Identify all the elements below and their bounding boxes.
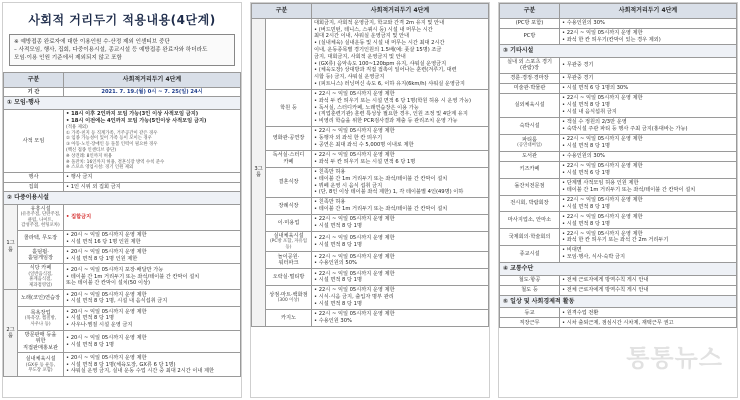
table-row [500,151,737,161]
facility-name [266,18,312,89]
rule-line: • 22시 ~ 익일 05시까지 운영 제한 [314,311,395,318]
rule-content [312,215,489,232]
rule-content [560,84,737,94]
section-multiuse-facilities: ② 다중이용시설 [4,192,241,205]
rule-line: • 22시 ~ 익일 05시까지 운영 제한 [314,128,395,135]
table-row [4,290,241,307]
table-row [500,18,737,28]
rule-content [560,229,737,246]
rule-line: 시합 등) 금지, 샤워실 운영금지 [314,74,385,81]
facility-sublabel: (PC방 포함, 자유업 등) [269,239,308,250]
rules-table-right [499,3,737,328]
facility-name [266,127,312,151]
rule-line: • 시차 출퇴근제, 점심시간 시차제, 재택근무 권고 [562,319,674,326]
rule-line: • 시설 면적 8 당 1명 인원 제한 [66,255,138,262]
rule-content [560,212,737,229]
facility-name [500,18,560,28]
rule-line: • 집합금지 [66,213,92,220]
rule-content [560,246,737,263]
rule-content [64,264,241,290]
rule-content [560,285,737,295]
facility-label: 파티룸 [521,136,538,143]
facility-sublabel: (공연대여업) [517,143,542,149]
facility-label: 학원 등 [280,104,297,111]
rule-line: • 22시 ~ 익일 05시까지 운영 제한 [562,230,643,237]
rule-line: • 20시 ~ 익일 05시까지 운영 제한 [66,354,147,361]
section-row [500,263,737,276]
facility-name [266,215,312,232]
rule-line: • 20시 ~ 익일 05시까지 운영 제한 [66,335,147,342]
facility-name [266,252,312,269]
table-row [4,264,241,290]
rule-content [560,161,737,178]
rule-line: • 테이블 간 1m 거리두기 또는 좌석/테이블 간 칸막이 설치 [66,273,200,280]
rally-rule: • 1인 시위 외 집회 금지 [64,182,241,192]
table-row [500,73,737,83]
rule-line: • 시설 면적 8 당 1명 [314,223,362,230]
facility-name [500,275,560,285]
rule-content [64,307,241,331]
facility-name [266,150,312,167]
facility-label: 영화관·공연장 [272,135,305,142]
facility-name [500,318,560,328]
table-row [500,195,737,212]
rule-line: • 22시 ~ 익일 05시까지 운영 제한 [562,136,643,143]
rule-line: • 시설 면적 8 당 1명 [562,220,610,227]
period-label: 기 간 [4,87,64,97]
facility-label: 노래(코인)연습장 [20,295,61,302]
rule-line: • 시설 면적 8 당 1명 [562,203,610,210]
facility-label: 등교 [524,309,535,316]
facility-label: 유흥시설 [30,205,51,212]
rule-content [560,195,737,212]
rule-line: • 22시 ~ 익일 05시까지 운영 제한 [314,234,395,241]
rule-line: • 테이블 간 1m 거리두기 또는 좌석/테이블 간 칸막이 설치 [562,186,696,193]
facility-label: 종교시설 [519,250,540,257]
facility-label: 식당 카페 [29,265,52,272]
rule-line: • 숙박시설 주관 파티 등 행사 주최 금지(홍대바는 가능) [562,125,688,132]
table-row [4,353,241,377]
rule-line: 금지, 대회금지, 사회적 운영금지 및 안내 [314,53,406,60]
rule-line: • 시설 면적 8 당 1명 [314,241,362,248]
column-header-category: 구분 [500,4,560,19]
facility-name [500,57,560,73]
rule-line: • 20시 ~ 익일 05시까지 운영 제한 [66,248,147,255]
rule-line: • 원격수업 전환 [562,309,599,316]
table-row [500,212,737,229]
facility-sublabel: (목욕장, 찜질방, 사우나 등) [24,316,57,327]
facility-label: 도서관 [521,152,538,159]
rule-line: • 친족만 허용 [314,168,346,175]
table-row [4,307,241,331]
left-panel [2,2,242,398]
facility-label: 실내 외 스포츠 경기(관람)장 [506,58,553,72]
facility-name [18,330,64,353]
rule-line: • 샤워실 운영 금지, 실내 운동 수업 시간 중 최대 2시간 이내 제한 [66,368,215,375]
facility-name [500,28,560,45]
facility-name [500,73,560,83]
facility-name [18,204,64,230]
facility-label: 숙박시설 [519,122,540,129]
rule-line: • 20시 ~ 익일 05시까지 포장·배달만 가능 [66,266,164,273]
column-header-level4: 사회적거리두기 4단계 [560,4,737,19]
rule-line: • 시설 면적 6 당 1명의 30% [562,85,629,92]
rule-line: • 수용인원의 50% [314,260,357,267]
facility-label: (PC방 포함) [515,19,544,26]
facility-label: 방문판매 등을 위한 직접판매홍보관 [22,331,59,351]
section-gatherings: ① 모임·행사 [4,97,241,110]
facility-label: 미술관·박물관 [513,85,546,92]
rule-content [64,247,241,264]
rule-line: • 독서실, 스터디카페, 노래연습장은 이용 가능 [314,104,419,111]
rule-content [560,178,737,195]
rules-table-middle [251,3,489,327]
rule-line: • (체육도장) 상대방과 직접 접촉이 일어나는 훈련(겨루기, 대련 [314,67,457,74]
rule-content [312,198,489,215]
rule-content [560,308,737,318]
rule-content [312,286,489,310]
rule-content [560,117,737,134]
facility-label: 직장근무 [519,319,540,326]
facility-label: 오락실·멀티방 [272,273,305,280]
facility-name [500,161,560,178]
rule-line: ※ 돌잔치: 16인까지 허용, 결혼식장 방역 수칙 준수 [66,159,165,165]
rule-line: • 시설 면적 16 당 1명 인원 제한 [66,238,141,245]
rule-line: 또는 테이블 간 칸막이 설치(50 이상) [66,280,151,287]
rule-content [560,134,737,151]
facility-label: 독서실·스터디 카페 [272,152,305,165]
rule-content [312,269,489,286]
rule-line: • 22시 ~ 익일 05시까지 운영 제한 [314,91,395,98]
rule-line: • 시설 면적 8 당 1명 [562,102,610,109]
rule-line: • 동행자 외 좌석 한 칸 띄우기 [314,135,383,142]
table-row [500,229,737,246]
facility-label: 키즈카페 [519,166,540,173]
rule-line: • 20시 ~ 익일 05시까지 운영 제한 [66,308,147,315]
facility-label: 철도·항공 [518,276,541,283]
rule-line: 이내, 운동종목별 경기인원의 1.5배(예: 풋살 15명) 조금 [314,46,442,53]
rule-line: • 친족만 허용 [314,199,346,206]
private-gathering-label: 사적 모임 [4,109,64,172]
rule-line: • 시설 면적 8 당 1명 [66,315,114,322]
rule-line: • 시설 면적 8 당 1명 [66,341,114,348]
table-row [500,134,737,151]
middle-panel [250,2,490,398]
facility-name [500,308,560,318]
rule-line: • 테이블 간 1m 거리두기 또는 좌석/테이블 간 칸막이 설치 [314,206,448,213]
facility-label: 홀덤펍·홀덤게임장 [27,248,54,262]
facility-label: 상점·마트·백화점 [269,291,308,298]
rule-line: • 22시 ~ 익일 05시까지 운영 제한 [562,213,643,220]
facility-name [500,246,560,263]
column-header-level4: 사회적거리두기 4단계 [312,4,489,19]
facility-name [266,309,312,326]
rule-content [64,204,241,230]
column-header-category: 구분 [4,73,64,88]
rule-line: • (실내체육) 실내운동 및 시설 내 머무는 시간 최대 2시간 [314,40,445,47]
table-row [252,150,489,167]
rule-line: • 좌석 두 칸 띄우기 또는 시설 면적 6 당 1명 [314,158,416,165]
table-row [500,178,737,195]
table-row [252,286,489,310]
table-row [500,308,737,318]
rule-line: • 무관중 경기 [562,62,594,69]
facility-label: 콜라텍, 무도장 [23,235,58,242]
rule-content [560,18,737,28]
rule-line: • 시설 면적 8 당 1명 [314,301,362,308]
rule-line: • 시설 면적 8 당 1명 [562,142,610,149]
facility-sublabel: (300 이상) [277,298,300,304]
rule-line: • 전체 근로자에게 방역수칙 게시 안내 [562,276,649,283]
facility-name [500,229,560,246]
facility-name [18,290,64,307]
facility-label: 실내체육시설 [25,356,56,363]
rule-line: • 22시 ~ 익일 05시까지 운영 제한 [314,287,395,294]
rule-line: • (단, 8인 이상 테이블 좌석 제한) 1, 각 테이블별 4인(49명) 이하 [314,189,464,196]
facility-label: 목욕장업 [30,309,51,316]
table-row [500,94,737,118]
facility-name [18,264,64,290]
rule-line: ※ 스포츠 영업시설: 경기 인원 제외 [66,165,134,171]
facility-name [500,117,560,134]
facility-label: 카지노 [280,314,297,321]
rule-line: • 22시 ~ 익일 05시까지 운영 제한 [562,196,643,203]
rule-line: • (GX류) 음악속도 100~120bpm 유지, 샤워실 운영금지 [314,60,447,67]
rule-line: • (버드민턴, 테니스, 스쿼시 등) 시설 내 머무는 시간 [314,26,433,33]
table-row [500,275,737,285]
event-label: 행사 [4,173,64,183]
table-row [4,330,241,353]
table-row [252,198,489,215]
facility-name [500,178,560,195]
rule-content [312,127,489,151]
rule-line: • 좌석 한 칸 띄우기 또는 좌석 간 2m 거리두기 [562,237,669,244]
facility-name [500,212,560,229]
table-row [500,84,737,94]
rule-line: • 시설 면적 6 당 1명 [562,169,610,176]
rule-content [560,57,737,73]
facility-name [266,89,312,126]
notice-line: ※ 예방접종 완료자에 대한 이용인원 수·산정 제외 인센티브 중단 [14,39,170,45]
rule-line: • 사우나·찜질 시설 운영 금지 [66,322,133,329]
right-panel [498,2,738,398]
rule-content [560,73,737,83]
table-row [4,204,241,230]
table-row [500,57,737,73]
table-row [500,246,737,263]
rule-line: ① 가족·친지 등 직계가족, 거주공간이 같은 경우 [66,130,158,136]
rule-line: ② 임종 가능성이 있어 가족 등이 모이는 경우 [66,136,152,142]
rule-line: • 22시 ~ 익일 05시까지 운영 제한 [562,95,643,102]
facility-name [18,230,64,247]
table-row [4,230,241,247]
rule-line: • 객실 수 정원의 2/3만 운영 [562,119,627,126]
rule-line: • 18시 이후 2인까지 모임 가능(3인 이상 사적모임 금지) [66,111,199,118]
rule-line: • 22시 ~ 익일 05시까지 운영 제한 [314,270,395,277]
rule-line: • 테이블 간 1m 거리두기 또는 좌석/테이블 간 칸막이 설치 [314,175,448,182]
facility-name [500,84,560,94]
section-title: ④ 교통수단 [500,263,737,276]
facility-name [18,247,64,264]
rule-line: • 시설 내 음식섭취 금지 [562,109,617,116]
rule-line: • 시식·시음 금지, 출입자 명부 관리 [314,294,394,301]
rule-line: • 시설 면적 8 당 1명, 시설 내 음식섭취 금지 [66,298,168,305]
rule-content [312,231,489,252]
rule-line: • 22시 ~ 익일 05시까지 운영 제한 [562,29,643,36]
table-row [500,117,737,134]
section-title: ⑤ 일상 및 사회경제적 활동 [500,295,737,308]
rule-content [312,252,489,269]
rule-line: • 공연은 최대 좌석 수 5,000명 이내로 제한 [314,141,414,148]
rule-line: (백신 접종 인센티브 중단) [66,147,117,153]
rule-content [64,353,241,377]
table-row [252,252,489,269]
column-header-level4: 사회적거리두기 4단계 [64,73,241,88]
facility-sublabel: (유흥주점, 단란주점, 클럽, 나이트, 감성주점, 헌팅포차) [20,212,61,229]
rule-line: • 수용인원의 30% [562,152,605,159]
rule-line: • 비대면 [562,247,582,254]
notice-line: 모임·이용 인원 기준에서 제외되지 않고 포함 [14,55,122,62]
facility-sublabel: (일반음식점, 휴게음식점, 제과점영업) [28,271,53,288]
document-title: 사회적 거리두기 적용내용(4단계) [28,13,216,27]
rule-line: (적용 제외) [66,124,88,130]
table-row [252,167,489,197]
facility-label: 장례식장 [278,202,299,209]
event-rule: • 행사 금지 [64,173,241,183]
table-row [252,231,489,252]
rule-content [312,18,489,89]
rule-content [312,167,489,197]
facility-name [18,353,64,377]
facility-label: 실내체육시설 [273,232,304,239]
table-row [252,18,489,89]
rule-content [312,150,489,167]
rule-content [64,290,241,307]
facility-name [500,94,560,118]
rule-line: • 20시 ~ 익일 05시까지 운영 제한 [66,291,147,298]
facility-name [18,307,64,331]
facility-label: 경륜·경정·경마장 [510,75,549,82]
facility-name [266,269,312,286]
rule-line: • 좌석 두 칸 띄우기 또는 시설 면적 6 당 1명(학원 허용 시 운영 가능) [314,97,472,104]
rally-label: 집회 [4,182,64,192]
period-value: 2021. 7. 19.(월) 0시 ~ 7. 25(일) 24시 [64,87,241,97]
rule-line: • 좌석 한 칸 띄우기(칸막이 있는 경우 제외) [562,36,661,43]
facility-name [500,195,560,212]
facility-name [500,151,560,161]
facility-label: 실외체육시설 [514,102,545,109]
facility-name [266,286,312,310]
rule-content [64,330,241,353]
table-row [4,247,241,264]
facility-name [500,285,560,295]
facility-label: 이·미용업 [277,219,300,226]
table-row [500,28,737,45]
group-label: 3그룹 [252,18,266,326]
notice-box [9,34,235,66]
column-header-category: 구분 [252,4,312,19]
rule-content [560,28,737,45]
rule-line: • 시설 면적 8 당 1명(체육도장, GX류 6 당 1명) [66,361,176,368]
rule-content [64,230,241,247]
table-row [252,127,489,151]
rule-line: • 전체 근로자에게 방역수칙 게시 안내 [562,286,649,293]
rule-content [560,94,737,118]
rule-line: • 단계별 사적모임 허용 인원 제한 [562,179,639,186]
table-row [500,318,737,328]
rule-line: • 수용인원의 30% [562,19,605,26]
rule-line: 최대 2시간 이내, 샤워실 운영금지 및 안내 [314,33,410,40]
rule-line: ※ 상견례: 8인까지 허용 [66,153,113,159]
facility-label: 놀이공원·워터파크 [277,253,300,267]
section-row [500,45,737,58]
rule-line: • 무관중 경기 [562,75,594,82]
rule-line: • (직업훈련기관) 훈련 특성상 필요한 경우, 인원 조정 및 4단계 유지 [314,111,468,118]
rule-line: • 20시 ~ 익일 05시까지 운영 제한 [66,231,147,238]
rule-line: • 모임·행사, 식사·숙박 금지 [562,254,626,261]
facility-label: 철도 등 [521,286,538,293]
rule-line: • 22시 ~ 익일 05시까지 운영 제한 [314,216,395,223]
rule-line: • (피트니스) 러닝머신 속도 6, 이하 유지(6km/h) 샤워실 운영금지 [314,80,465,87]
group-label: 2그룹 [4,290,18,377]
facility-sublabel: (GX류 등 운동, 무도장 포함) [25,362,56,374]
private-gathering-rules [64,109,241,172]
table-row [500,285,737,295]
table-row [500,161,737,178]
rule-line: • 시설 면적 8 당 1명 [314,277,362,284]
notice-line: – 사적모임, 행사, 집회, 다중이용시설, 종교시설 등 예방접종 완료자와 하더라도 [14,47,208,54]
rule-content [560,275,737,285]
section-title: ③ 기타시설 [500,45,737,58]
facility-label: PC방 [523,33,536,40]
table-row [252,269,489,286]
rule-line: ③ 아동·노인·장애인 등 돌봄 인력이 필요한 경우 [66,142,158,148]
facility-name [266,167,312,197]
rule-line: • 비영리 학습을 위한 PCR검사결과 제출 등 관리조치 운영 가능 [314,118,458,125]
rule-content [312,309,489,326]
facility-name [266,198,312,215]
facility-label: 돌잔치전문점 [514,183,545,190]
table-row [252,215,489,232]
rules-table-left [3,72,241,377]
rule-line: • 22시 ~ 익일 05시까지 운영 제한 [562,163,643,170]
facility-name [266,231,312,252]
rule-line: • 22시 ~ 익일 05시까지 운영 제한 [314,253,395,260]
rule-content [560,318,737,328]
rule-line: • 18시 이전에는 4인까지 모임 가능(5인이상 사적모임 금지) [66,117,207,124]
facility-name [500,134,560,151]
rule-line: • 22시 ~ 익일 05시까지 운영 제한 [314,152,395,159]
facility-label: 전시회, 박람회장 [510,200,549,207]
facility-label: 국제회의·학술회의 [508,233,551,240]
table-row [252,89,489,126]
section-row [500,295,737,308]
rule-content [560,151,737,161]
rule-line: • 수용인원 30% [314,317,352,324]
rule-line: • 뷔페 운영 시 음식 섭취 금지 [314,182,383,189]
group-label: 1그룹 [4,204,18,290]
rule-line: 대회금지, 사회적 운영금지, 학교와 간격 2m 유지 및 안내 [314,19,445,26]
watermark-logo: 통통뉴스 [626,344,723,372]
facility-label: 마사지업소, 안마소 [507,217,552,224]
rule-content [312,89,489,126]
table-row [252,309,489,326]
facility-label: 결혼식장 [278,179,299,186]
